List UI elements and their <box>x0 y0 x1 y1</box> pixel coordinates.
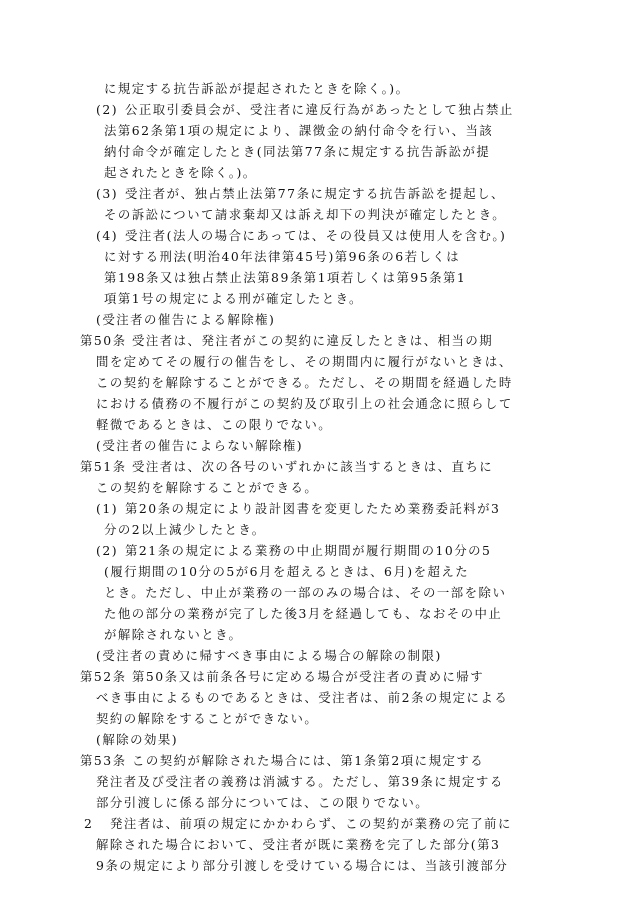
line-text: 発注者及び受注者の義務は消滅する。ただし、第39条に規定する <box>96 774 504 789</box>
line-text: が解除されないとき。 <box>104 627 243 642</box>
line-text: における債務の不履行がこの契約及び取引上の社会通念に照らして <box>96 396 513 411</box>
line-text: 契約の解除をすることができない。 <box>96 711 319 726</box>
line-text: とき。ただし、中止が業務の一部のみの場合は、その一部を除い <box>104 585 507 600</box>
item-number: (2) <box>96 543 119 558</box>
line-text: 項第1号の規定による刑が確定したとき。 <box>104 291 363 306</box>
item-number: (4) <box>96 228 119 243</box>
heading-text: (受注者の催告によらない解除権) <box>96 438 304 453</box>
line-text: (履行期間の10分の5が6月を超えるときは、6月)を超えた <box>104 564 470 579</box>
item-number: (3) <box>96 186 119 201</box>
line-text: 9条の規定により部分引渡しを受けている場合には、当該引渡部分 <box>96 858 509 873</box>
line-text: 第53条 この契約が解除された場合には、第1条第2項に規定する <box>80 753 485 768</box>
line-text: 第21条の規定による業務の中止期間が履行期間の10分の5 <box>125 543 492 558</box>
line-text: 法第62条第1項の規定により、課徴金の納付命令を行い、当該 <box>104 123 494 138</box>
line-text: 起されたときを除く。)。 <box>104 165 257 180</box>
line-text: 第198条又は独占禁止法第89条第1項若しくは第95条第1 <box>104 270 467 285</box>
line-text: 受注者(法人の場合にあっては、その役員又は使用人を含む。) <box>125 228 507 243</box>
line-text: 公正取引委員会が、受注者に違反行為があったとして独占禁止 <box>125 102 514 117</box>
line-text: べき事由によるものであるときは、受注者は、前2条の規定による <box>96 690 509 705</box>
line-text: 間を定めてその履行の催告をし、その期間内に履行がないときは、 <box>96 354 513 369</box>
line-text: 納付命令が確定したとき(同法第77条に規定する抗告訴訟が提 <box>104 144 491 159</box>
line-text: 第50条 受注者は、発注者がこの契約に違反したときは、相当の期 <box>80 333 494 348</box>
line-text: この契約を解除することができる。ただし、その期間を経過した時 <box>96 375 513 390</box>
item-number: (1) <box>96 501 119 516</box>
line-text: に対する刑法(明治40年法律第45号)第96条の6若しくは <box>104 249 461 264</box>
item-number: (2) <box>96 102 119 117</box>
line-text: 第51条 受注者は、次の各号のいずれかに該当するときは、直ちに <box>80 459 494 474</box>
line-text: 第52条 第50条又は前条各号に定める場合が受注者の責めに帰す <box>80 669 485 684</box>
line-text: 受注者が、独占禁止法第77条に規定する抗告訴訟を提起し、 <box>125 186 505 201</box>
paragraph-number: 2 <box>84 816 94 831</box>
line-text: 部分引渡しに係る部分については、この限りでない。 <box>96 795 430 810</box>
heading-text: (受注者の催告による解除権) <box>96 312 276 327</box>
line-text: この契約を解除することができる。 <box>96 480 319 495</box>
line-text: 解除された場合において、受注者が既に業務を完了した部分(第3 <box>96 837 501 852</box>
line-text: 第20条の規定により設計図書を変更したため業務委託料が3 <box>125 501 501 516</box>
heading-text: (解除の効果) <box>96 732 179 747</box>
line-text: 分の2以上減少したとき。 <box>104 522 266 537</box>
line-text: 発注者は、前項の規定にかかわらず、この契約が業務の完了前に <box>110 816 512 831</box>
line-text: その訴訟について請求棄却又は訴え却下の判決が確定したとき。 <box>104 207 507 222</box>
heading-text: (受注者の責めに帰すべき事由による場合の解除の制限) <box>96 648 442 663</box>
line-text: に規定する抗告訴訟が提起されたときを除く。)。 <box>104 81 410 96</box>
line-text: 軽微であるときは、この限りでない。 <box>96 417 333 432</box>
line-text: た他の部分の業務が完了した後3月を経過しても、なおその中止 <box>104 606 503 621</box>
